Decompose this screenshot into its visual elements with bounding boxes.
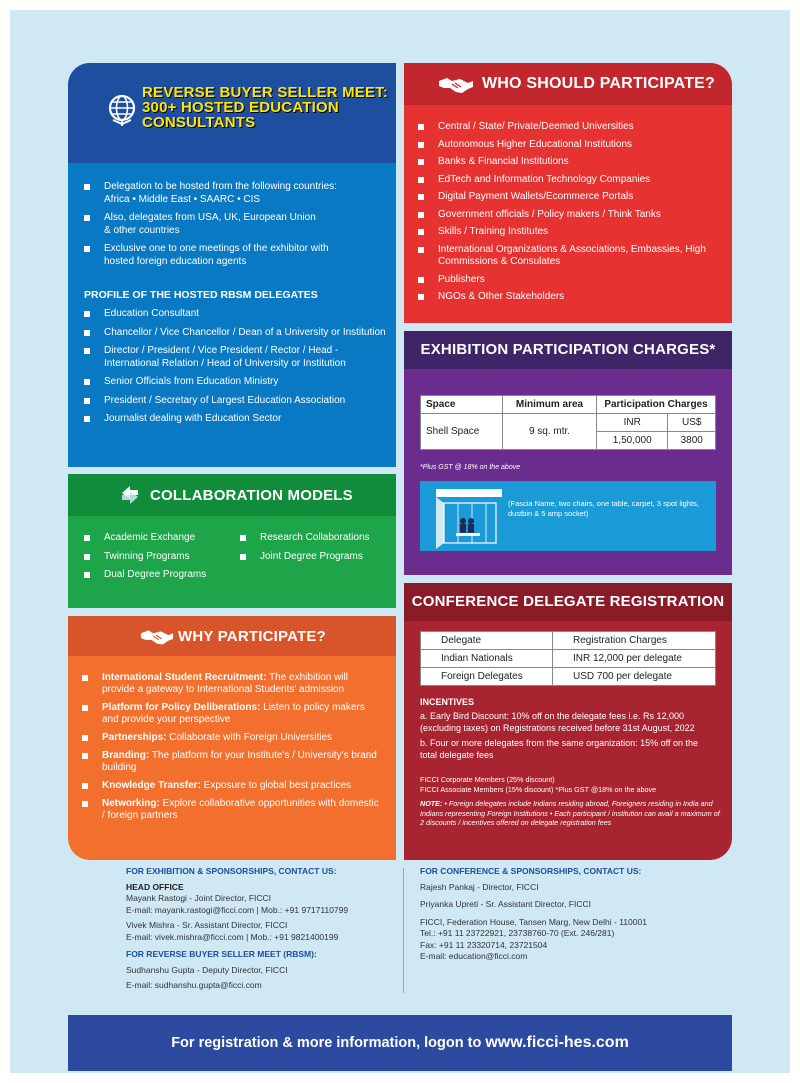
table-cell: Indian Nationals	[421, 650, 553, 668]
incentives-heading: INCENTIVES	[420, 697, 475, 707]
list-item: EdTech and Information Technology Companies	[416, 174, 721, 187]
why-header	[68, 616, 396, 656]
collab-list-b	[238, 532, 388, 569]
bullet-text: Africa • Middle East • SAARC • CIS	[104, 193, 261, 205]
table-header: Space	[421, 396, 503, 414]
contact-details[interactable]: E-mail: vivek.mishra@ficci.com | Mob.: +91 9821400199	[126, 931, 339, 942]
list-item: Research Collaborations	[238, 532, 388, 545]
why-item-text: The exhibition will provide a gateway to International Students' admission	[102, 672, 348, 695]
list-item	[82, 243, 382, 268]
contact-name: Priyanka Upreti - Sr. Assistant Director, FICCI	[420, 899, 591, 909]
website-link[interactable]: www.ficci-hes.com	[485, 1034, 629, 1051]
contacts-divider	[403, 868, 404, 993]
list-item: President / Secretary of Largest Education Association	[82, 395, 387, 408]
list-item: Government officials / Policy makers / Think Tanks	[416, 209, 721, 222]
booth-illustration	[430, 485, 510, 555]
list-item	[80, 780, 380, 792]
bullet-text: & other countries	[104, 224, 180, 236]
list-item: Education Consultant	[82, 308, 387, 321]
booth-description: (Fascia Name, two chairs, one table, carpet, 3 spot lights, dustbin & 5 amp socket)	[508, 499, 699, 518]
incentives-list	[420, 711, 716, 765]
table-header: Minimum area	[503, 396, 597, 414]
list-item: Joint Degree Programs	[238, 551, 388, 564]
contact-details[interactable]: E-mail: sudhanshu.gupta@ficci.com	[126, 980, 262, 990]
conference-panel	[404, 583, 732, 860]
why-item-label: Branding:	[102, 750, 150, 761]
member-discount-line: FICCI Corporate Members (25% discount)	[420, 775, 555, 784]
list-item	[80, 750, 380, 774]
list-item	[82, 212, 382, 237]
list-item: NGOs & Other Stakeholders	[416, 291, 721, 304]
table-cell: INR	[597, 414, 668, 432]
table-cell: US$	[668, 414, 716, 432]
office-label: HEAD OFFICE	[126, 881, 184, 892]
why-item-label: Platform for Policy Deliberations:	[102, 702, 261, 713]
why-panel	[68, 616, 396, 860]
table-cell: USD 700 per delegate	[553, 668, 716, 686]
contact-heading: FOR REVERSE BUYER SELLER MEET (RBSM):	[126, 949, 317, 959]
why-item-text: Explore collaborative opportunities with domestic / foreign partners	[102, 798, 379, 821]
who-list	[416, 121, 721, 309]
table-row	[421, 668, 716, 686]
table-cell: INR 12,000 per delegate	[553, 650, 716, 668]
collab-panel	[68, 474, 396, 608]
exchange-arrows-icon	[118, 483, 142, 507]
contact-name: Rajesh Pankaj - Director, FICCI	[420, 881, 539, 892]
contact-email[interactable]: E-mail: education@ficci.com	[420, 951, 528, 961]
why-item-label: Knowledge Transfer:	[102, 780, 201, 791]
contact-heading: FOR CONFERENCE & SPONSORSHIPS, CONTACT US:	[420, 866, 642, 876]
list-item: International Organizations & Associations, Embassies, High Commissions & Consulates	[416, 244, 721, 269]
member-discount-line: FICCI Associate Members (15% discount) *Plus GST @18% on the above	[420, 784, 657, 794]
member-discounts	[420, 775, 720, 794]
rbsm-header	[68, 63, 396, 163]
list-item: Twinning Programs	[82, 551, 232, 564]
rbsm-title-line1: REVERSE BUYER SELLER MEET:	[142, 84, 389, 101]
why-item-text: Collaborate with Foreign Universities	[166, 732, 333, 743]
table-row	[421, 414, 716, 432]
contact-name: Sudhanshu Gupta - Deputy Director, FICCI	[126, 964, 288, 975]
footer-banner	[68, 1015, 732, 1071]
list-item	[80, 672, 380, 696]
conference-title: CONFERENCE DELEGATE REGISTRATION	[411, 593, 725, 610]
contact-tel: Tel.: +91 11 23722921, 23738760-70 (Ext. 246/281)	[420, 928, 615, 938]
rbsm-bullets	[82, 181, 382, 274]
collab-list-a	[82, 532, 232, 588]
rbsm-title-line2: 300+ HOSTED EDUCATION	[142, 99, 339, 116]
profile-list	[82, 308, 387, 432]
list-item: Journalist dealing with Education Sector	[82, 413, 387, 426]
contacts-right	[420, 866, 720, 963]
contact-name: Mayank Rastogi - Joint Director, FICCI	[126, 893, 272, 903]
list-item: Dual Degree Programs	[82, 569, 232, 582]
list-item: Chancellor / Vice Chancellor / Dean of a University or Institution	[82, 327, 387, 340]
exhibition-table	[420, 395, 716, 450]
note-label: NOTE:	[420, 799, 443, 808]
list-item	[80, 732, 380, 744]
collab-header	[68, 474, 396, 516]
who-title: WHO SHOULD PARTICIPATE?	[482, 75, 716, 92]
handshake-icon	[140, 627, 174, 647]
gst-note: *Plus GST @ 18% on the above	[420, 464, 521, 471]
exhibition-title: EXHIBITION PARTICIPATION CHARGES*	[420, 341, 716, 358]
list-item: Director / President / Vice President / Rector / Head - International Relation / Head of University or Institution	[82, 345, 387, 370]
profile-heading: PROFILE OF THE HOSTED RBSM DELEGATES	[84, 289, 318, 301]
table-row	[421, 650, 716, 668]
contact-heading: FOR EXHIBITION & SPONSORSHIPS, CONTACT US:	[126, 866, 337, 876]
why-list	[80, 672, 380, 828]
exhibition-panel	[404, 331, 732, 575]
why-item-label: Networking:	[102, 798, 160, 809]
contacts-left	[126, 866, 396, 992]
list-item: Banks & Financial Institutions	[416, 156, 721, 169]
bullet-text: Also, delegates from USA, UK, European Union	[104, 212, 316, 223]
booth-graphic	[420, 481, 716, 551]
table-cell: 1,50,000	[597, 432, 668, 450]
list-item: Autonomous Higher Educational Institutions	[416, 139, 721, 152]
list-item: Central / State/ Private/Deemed Universities	[416, 121, 721, 134]
contact-address: FICCI, Federation House, Tansen Marg, New Delhi - 110001	[420, 916, 647, 927]
table-cell: 3800	[668, 432, 716, 450]
conference-note	[420, 799, 720, 828]
list-item: Publishers	[416, 274, 721, 287]
contact-details[interactable]: E-mail: mayank.rastogi@ficci.com | Mob.: +91 9717110799	[126, 904, 349, 915]
note-text: • Foreign delegates include Indians residing abroad, Foreigners residing in India and Indians representing Foreign Institutions • Each participant / institution can avail a maximum of 2 discounts / incentives offered on delegate registration fees	[420, 799, 720, 827]
why-item-text: The platform for your Institute's / University's brand building	[102, 750, 377, 773]
table-cell: Delegate	[421, 632, 553, 650]
contact-name: Vivek Mishra - Sr. Assistant Director, FICCI	[126, 920, 288, 930]
handshake-icon	[438, 75, 474, 95]
who-header	[404, 63, 732, 105]
why-item-text: Listen to policy makers and provide your perspective	[102, 702, 365, 725]
footer-label: For registration & more information, logon to	[171, 1035, 486, 1051]
table-header: Participation Charges	[597, 396, 716, 414]
exhibition-header	[404, 331, 732, 369]
bullet-text: Delegation to be hosted from the following countries:	[104, 181, 337, 192]
why-item-label: Partnerships:	[102, 732, 167, 743]
list-item: Academic Exchange	[82, 532, 232, 545]
conference-header	[404, 583, 732, 621]
table-cell: Foreign Delegates	[421, 668, 553, 686]
globe-icon	[106, 93, 140, 127]
list-item: Senior Officials from Education Ministry	[82, 376, 387, 389]
conference-table	[420, 631, 716, 686]
why-title: WHY PARTICIPATE?	[178, 628, 326, 645]
list-item	[80, 702, 380, 726]
rbsm-title	[142, 85, 392, 130]
why-item-text: Exposure to global best practices	[200, 780, 351, 791]
table-row	[421, 632, 716, 650]
why-item-label: International Student Recruitment:	[102, 672, 267, 683]
bullet-text: hosted foreign education agents	[104, 255, 247, 267]
footer-text	[68, 1015, 732, 1071]
list-item: Digital Payment Wallets/Ecommerce Portals	[416, 191, 721, 204]
bullet-text: Exclusive one to one meetings of the exhibitor with	[104, 243, 329, 254]
who-panel	[404, 63, 732, 323]
incentive-item: a. Early Bird Discount: 10% off on the delegate fees i.e. Rs 12,000 (excluding taxes) on Registrations received before 31st August, 2022	[420, 711, 695, 733]
rbsm-panel	[68, 63, 396, 467]
table-row	[421, 396, 716, 414]
rbsm-title-line3: CONSULTANTS	[142, 114, 256, 131]
list-item: Skills / Training Institutes	[416, 226, 721, 239]
table-cell: 9 sq. mtr.	[503, 414, 597, 450]
list-item	[82, 181, 382, 206]
table-cell: Registration Charges	[553, 632, 716, 650]
table-cell: Shell Space	[421, 414, 503, 450]
list-item	[80, 798, 380, 822]
contact-fax: Fax: +91 11 23320714, 23721504	[420, 939, 548, 950]
collab-title: COLLABORATION MODELS	[150, 487, 353, 504]
incentive-item: b. Four or more delegates from the same organization: 15% off on the total delegate fees	[420, 738, 698, 760]
